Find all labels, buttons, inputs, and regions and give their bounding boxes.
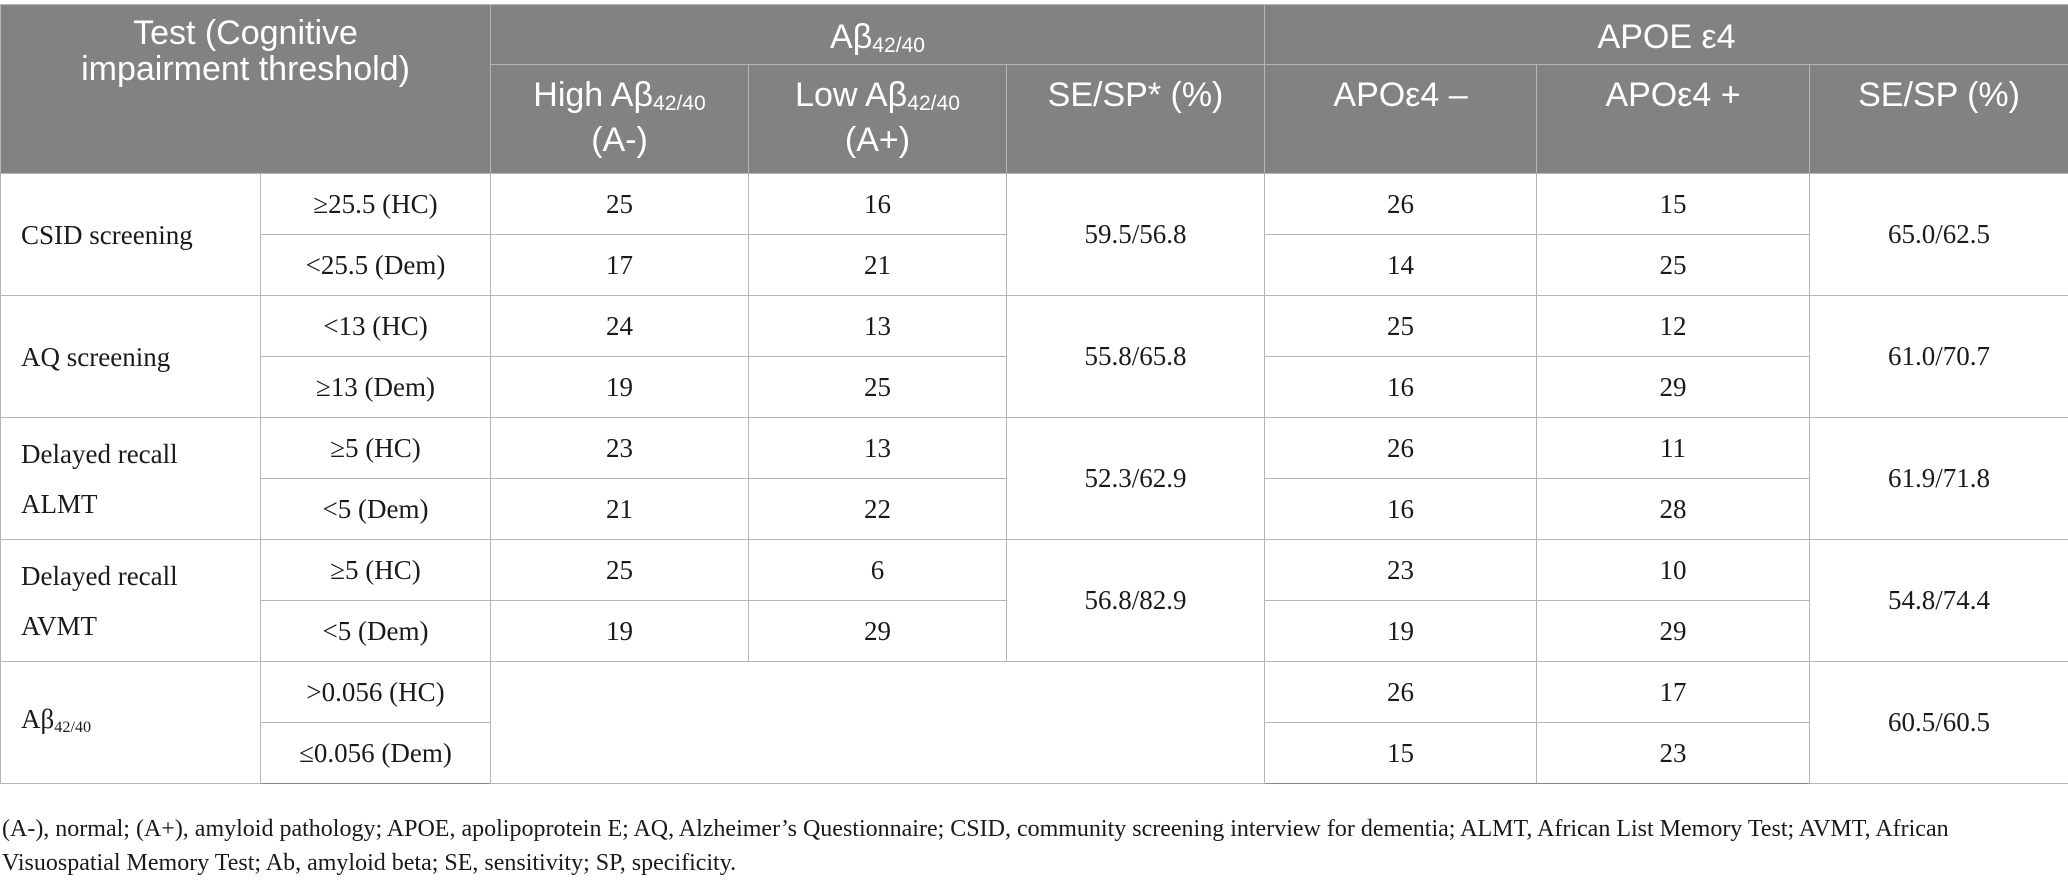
threshold-cell: <5 (Dem)	[261, 601, 491, 662]
apoe-positive-cell: 12	[1537, 296, 1810, 357]
apoe-negative-cell: 16	[1265, 357, 1537, 418]
high-abeta-cell: 25	[491, 174, 749, 235]
high-abeta-cell: 21	[491, 479, 749, 540]
low-abeta-cell: 16	[749, 174, 1007, 235]
low-abeta-cell: 29	[749, 601, 1007, 662]
header-apoe-positive: APOε4 +	[1537, 65, 1810, 174]
high-abeta-cell: 24	[491, 296, 749, 357]
apoe-negative-cell: 26	[1265, 174, 1537, 235]
test-name-line2: ALMT	[21, 488, 98, 519]
test-name-line1: AQ screening	[21, 341, 171, 372]
low-abeta-cell: 22	[749, 479, 1007, 540]
sesp-abeta-cell: 56.8/82.9	[1007, 540, 1265, 662]
header-sesp-abeta: SE/SP* (%)	[1007, 65, 1265, 174]
header-test-line2: impairment threshold)	[81, 50, 410, 88]
test-name-line1: Delayed recall	[21, 560, 178, 591]
sesp-abeta-cell: 52.3/62.9	[1007, 418, 1265, 540]
sesp-abeta-cell: 55.8/65.8	[1007, 296, 1265, 418]
header-group-apoe: APOE ε4	[1265, 5, 2068, 65]
test-name-cell	[1, 296, 261, 418]
apoe-negative-cell: 16	[1265, 479, 1537, 540]
table-row	[1, 418, 2068, 479]
apoe-positive-cell: 17	[1537, 662, 1810, 723]
test-name-cell	[1, 662, 261, 784]
high-abeta-cell: 19	[491, 357, 749, 418]
header-low-tag: (A+)	[844, 121, 911, 160]
apoe-positive-cell: 29	[1537, 601, 1810, 662]
header-group-abeta-base: Aβ	[830, 18, 873, 56]
apoe-negative-cell: 14	[1265, 235, 1537, 296]
apoe-positive-cell: 10	[1537, 540, 1810, 601]
test-abeta-sub: 42/40	[54, 717, 92, 736]
threshold-cell: <5 (Dem)	[261, 479, 491, 540]
test-name-cell	[1, 418, 261, 540]
threshold-cell: <25.5 (Dem)	[261, 235, 491, 296]
header-high-abeta	[491, 65, 749, 174]
low-abeta-cell: 13	[749, 296, 1007, 357]
apoe-negative-cell: 19	[1265, 601, 1537, 662]
sesp-apoe-cell: 61.0/70.7	[1810, 296, 2068, 418]
header-high-base: High Aβ	[533, 76, 653, 115]
apoe-positive-cell: 25	[1537, 235, 1810, 296]
test-name-line1: CSID screening	[21, 219, 193, 250]
high-abeta-cell: 25	[491, 540, 749, 601]
header-low-abeta	[749, 65, 1007, 174]
apoe-negative-cell: 26	[1265, 418, 1537, 479]
low-abeta-cell: 21	[749, 235, 1007, 296]
apoe-negative-cell: 26	[1265, 662, 1537, 723]
header-low-base: Low Aβ	[795, 76, 908, 115]
high-abeta-cell: 23	[491, 418, 749, 479]
header-group-abeta	[491, 5, 1265, 65]
apoe-positive-cell: 11	[1537, 418, 1810, 479]
test-name-line1: Delayed recall	[21, 438, 178, 469]
header-high-sub: 42/40	[653, 92, 706, 116]
apoe-negative-cell: 15	[1265, 723, 1537, 784]
sesp-abeta-cell: 59.5/56.8	[1007, 174, 1265, 296]
apoe-positive-cell: 15	[1537, 174, 1810, 235]
high-abeta-cell: 17	[491, 235, 749, 296]
apoe-negative-cell: 23	[1265, 540, 1537, 601]
threshold-cell: <13 (HC)	[261, 296, 491, 357]
apoe-positive-cell: 23	[1537, 723, 1810, 784]
header-apoe-negative: APOε4 –	[1265, 65, 1537, 174]
table-row	[1, 662, 2068, 723]
threshold-cell: ≥13 (Dem)	[261, 357, 491, 418]
threshold-cell: >0.056 (HC)	[261, 662, 491, 723]
table-row	[1, 296, 2068, 357]
header-high-tag: (A-)	[591, 121, 648, 160]
test-abeta-base: Aβ	[21, 703, 55, 734]
threshold-cell: ≥5 (HC)	[261, 540, 491, 601]
low-abeta-cell: 13	[749, 418, 1007, 479]
sesp-apoe-cell: 60.5/60.5	[1810, 662, 2068, 784]
test-name-line2: AVMT	[21, 610, 98, 641]
table-row	[1, 174, 2068, 235]
threshold-cell: ≥5 (HC)	[261, 418, 491, 479]
sesp-apoe-cell: 54.8/74.4	[1810, 540, 2068, 662]
results-table	[0, 4, 2068, 784]
header-test-column	[1, 5, 491, 174]
test-name-cell	[1, 174, 261, 296]
threshold-cell: ≥25.5 (HC)	[261, 174, 491, 235]
sesp-apoe-cell: 65.0/62.5	[1810, 174, 2068, 296]
header-low-sub: 42/40	[907, 92, 960, 116]
test-name-cell	[1, 540, 261, 662]
table-footnote: (A-), normal; (A+), amyloid pathology; APOE, apolipoprotein E; AQ, Alzheimer’s Questionnaire; CSID, community screening interview for dementia; ALMT, African List Memory Test; AVMT, African Visuospatial Memory Test; Ab, amyloid beta; SE, sensitivity; SP, specificity.	[2, 816, 1949, 876]
header-sesp-apoe: SE/SP (%)	[1810, 65, 2068, 174]
high-abeta-cell: 19	[491, 601, 749, 662]
apoe-negative-cell: 25	[1265, 296, 1537, 357]
header-group-abeta-sub: 42/40	[872, 34, 926, 58]
low-abeta-cell: 6	[749, 540, 1007, 601]
threshold-cell: ≤0.056 (Dem)	[261, 723, 491, 784]
sesp-apoe-cell: 61.9/71.8	[1810, 418, 2068, 540]
apoe-positive-cell: 29	[1537, 357, 1810, 418]
header-test-line1: Test (Cognitive	[133, 14, 358, 52]
low-abeta-cell: 25	[749, 357, 1007, 418]
table-row	[1, 540, 2068, 601]
apoe-positive-cell: 28	[1537, 479, 1810, 540]
empty-cell	[491, 662, 1265, 784]
